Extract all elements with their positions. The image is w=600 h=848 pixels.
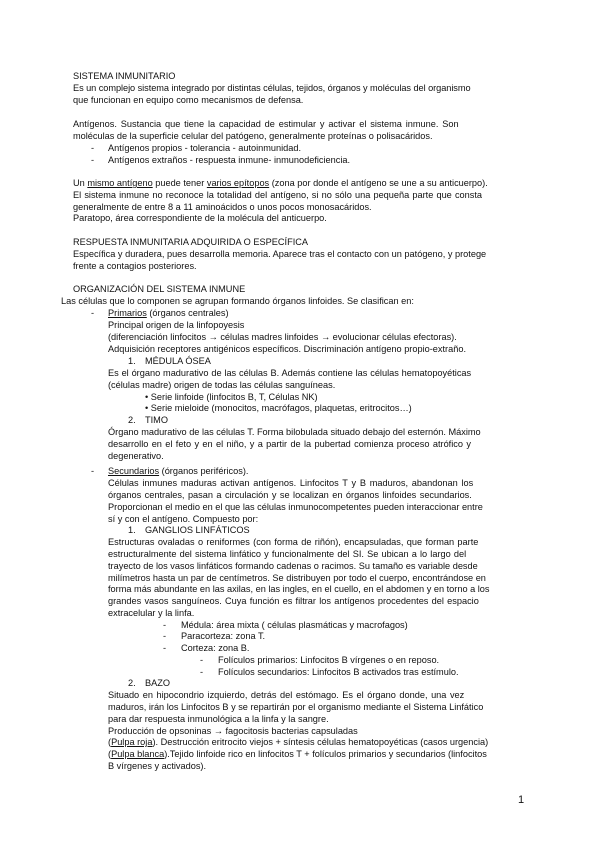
- epitopo-line-4: Paratopo, área correspondiente de la molécula del anticuerpo.: [73, 213, 327, 223]
- bullet-dash: -: [91, 155, 95, 165]
- secundarios-line-4: sí y con el antígeno. Compuesto por:: [108, 514, 259, 524]
- text-fragment: ).Tejido linfoide rico en linfocitos T + folículos primarios y secundarios (linfocitos: [164, 749, 487, 759]
- list-number: 1.: [128, 356, 136, 366]
- ganglios-subitem-2: Folículos secundarios: Linfocitos B activados tras estímulo.: [218, 667, 459, 677]
- bullet-dash: -: [163, 643, 167, 653]
- bullet-dash: -: [91, 308, 95, 318]
- secundarios-line-3: Proporcionan el medio en el que las células inmunocompetentes pueden interaccionar entre: [108, 502, 483, 512]
- bazo-line-4: Producción de opsoninas → fagocitosis bacterias capsuladas: [108, 726, 358, 736]
- primarios-line-1: Principal origen de la linfopoyesis: [108, 320, 245, 330]
- ganglios-line-5: forma más abundante en las axilas, en las ingles, en el cuello, en el abdomen y en torno a los: [108, 584, 490, 594]
- bullet-dash: -: [163, 620, 167, 630]
- ganglios-line-3: trayecto de los vasos linfáticos formando cadenas o racimos. Su tamaño es variable desde: [108, 561, 478, 571]
- epitopo-line-2: El sistema inmune no reconoce la totalidad del antígeno, si no sólo una pequeña parte que consta: [73, 190, 483, 200]
- underlined-term: Secundarios: [108, 466, 160, 476]
- ganglios-line-4: milímetros hasta un par de centímetros. Se distribuyen por todo el cuerpo, encontrándose en: [108, 573, 486, 583]
- primarios-line-3: Adquisición receptores antigénicos específicos. Discriminación antígeno propio-extraño.: [108, 344, 466, 354]
- bazo-title: BAZO: [145, 678, 171, 688]
- bazo-line-3: para dar respuesta inmunológica a la linfa y la sangre.: [108, 714, 329, 724]
- text-fragment: (órganos periféricos).: [159, 466, 249, 476]
- timo-title: TIMO: [145, 415, 168, 425]
- underlined-term: Pulpa roja: [111, 737, 153, 747]
- medula-title: MÉDULA ÓSEA: [145, 356, 211, 366]
- text-fragment: (: [108, 749, 112, 759]
- list-number: 2.: [128, 415, 136, 425]
- antigenos-bullet-2: Antígenos extraños - respuesta inmune- inmunodeficiencia.: [108, 155, 351, 165]
- list-number: 1.: [128, 525, 136, 535]
- medula-item-1: • Serie linfoide (linfocitos B, T, Células NK): [145, 392, 318, 402]
- antigenos-bullet-1: Antígenos propios - tolerancia - autoinmunidad.: [108, 143, 302, 153]
- bazo-pulpa-roja: [108, 737, 488, 749]
- ganglios-line-6: grandes vasos sanguíneos. Cuya función es filtrar los antígenos procedentes del espacio: [108, 596, 479, 606]
- text-fragment: (: [108, 737, 112, 747]
- text-fragment: ). Destrucción eritrocito viejos + síntesis células hematopoyéticas (casos urgencia): [152, 737, 489, 747]
- bazo-line-1: Situado en hipocondrio izquierdo, detrás del estómago. Es el órgano donde, una vez: [108, 690, 465, 700]
- ganglios-subitem-1: Folículos primarios: Linfocitos B vírgenes o en reposo.: [218, 655, 440, 665]
- secundarios-line-1: Células inmunes maduras activan antígenos. Linfocitos T y B maduros, abandonan los: [108, 478, 474, 488]
- antigenos-line-1: Antígenos. Sustancia que tiene la capacidad de estimular y activar el sistema inmune. Son: [73, 119, 459, 129]
- primarios-heading: [108, 308, 229, 320]
- text-fragment: (órganos centrales): [146, 308, 229, 318]
- ganglios-item-1: Médula: área mixta ( células plasmáticas y macrofagos): [181, 620, 408, 630]
- underlined-term: Primarios: [108, 308, 147, 318]
- bazo-last-line: B vírgenes y activados).: [108, 761, 207, 771]
- ganglios-line-7: extracelular y la linfa.: [108, 608, 195, 618]
- ganglios-line-2: estructuralmente del sistema linfático y funcionalmente del SI. Se ubican a lo largo del: [108, 549, 467, 559]
- medula-item-2: • Serie mieloide (monocitos, macrófagos, plaquetas, eritrocitos…): [145, 403, 412, 413]
- bullet-dash: -: [91, 466, 95, 476]
- underlined-term: Pulpa blanca: [111, 749, 165, 759]
- section-title-respuesta: RESPUESTA INMUNITARIA ADQUIRIDA O ESPECÍFICA: [73, 237, 309, 247]
- timo-line-2: desarrollo en el feto y en el niño, y a partir de la pubertad comienza proceso atrófico y: [108, 439, 471, 449]
- underlined-term: mismo antígeno: [87, 178, 153, 188]
- ganglios-line-1: Estructuras ovaladas o reniformes (con forma de riñón), encapsuladas, que forman parte: [108, 537, 479, 547]
- secundarios-heading: [108, 466, 248, 478]
- respuesta-line-2: frente a contagios posteriores.: [73, 261, 197, 271]
- organizacion-intro: Las células que lo componen se agrupan formando órganos linfoides. Se clasifican en:: [61, 296, 414, 306]
- text-fragment: Un: [73, 178, 88, 188]
- intro-line-2: que funcionan en equipo como mecanismos de defensa.: [73, 95, 304, 105]
- primarios-line-2: (diferenciación linfocitos → células madres linfoides → evolucionar células efectoras).: [108, 332, 457, 342]
- bazo-pulpa-blanca: [108, 749, 487, 761]
- intro-line-1: Es un complejo sistema integrado por distintas células, tejidos, órganos y moléculas del organismo: [73, 83, 471, 93]
- text-fragment: puede tener: [152, 178, 207, 188]
- medula-line-1: Es el órgano madurativo de las células B. Además contiene las células hematopoyéticas: [108, 368, 472, 378]
- bullet-dash: -: [200, 667, 204, 677]
- text-fragment: (zona por donde el antígeno se une a su anticuerpo).: [269, 178, 488, 188]
- secundarios-line-2: órganos centrales, pasan a circulación y se localizan en órganos linfoides secundarios.: [108, 490, 472, 500]
- antigenos-line-2: moléculas de la superficie celular del patógeno, generalmente proteínas o polisacáridos.: [73, 131, 433, 141]
- list-number: 2.: [128, 678, 136, 688]
- respuesta-line-1: Específica y duradera, pues desarrolla memoria. Aparece tras el contacto con un patógeno, y protege: [73, 249, 487, 259]
- epitopo-line-1: [73, 178, 488, 190]
- epitopo-line-3: generalmente de entre 8 a 11 aminoácidos o unos pocos monosacáridos.: [73, 202, 372, 212]
- bullet-dash: -: [200, 655, 204, 665]
- bullet-dash: -: [91, 143, 95, 153]
- ganglios-title: GANGLIOS LINFÁTICOS: [145, 525, 250, 535]
- ganglios-item-2: Paracorteza: zona T.: [181, 631, 266, 641]
- timo-line-3: degenerativo.: [108, 451, 164, 461]
- medula-line-2: (células madre) origen de todas las células sanguíneas.: [108, 380, 336, 390]
- section-title-organizacion: ORGANIZACIÓN DEL SISTEMA INMUNE: [73, 284, 246, 294]
- ganglios-item-3: Corteza: zona B.: [181, 643, 250, 653]
- timo-line-1: Órgano madurativo de las células T. Forma bilobulada situado debajo del esternón. Máximo: [108, 427, 481, 437]
- bullet-dash: -: [163, 631, 167, 641]
- underlined-term: varios epítopos: [206, 178, 270, 188]
- page-number: 1: [518, 794, 525, 806]
- bazo-line-2: maduros, irán los Linfocitos B y se repartirán por el organismo mediante el Sistema Linfático: [108, 702, 484, 712]
- section-title-sistema-inmunitario: SISTEMA INMUNITARIO: [73, 71, 176, 81]
